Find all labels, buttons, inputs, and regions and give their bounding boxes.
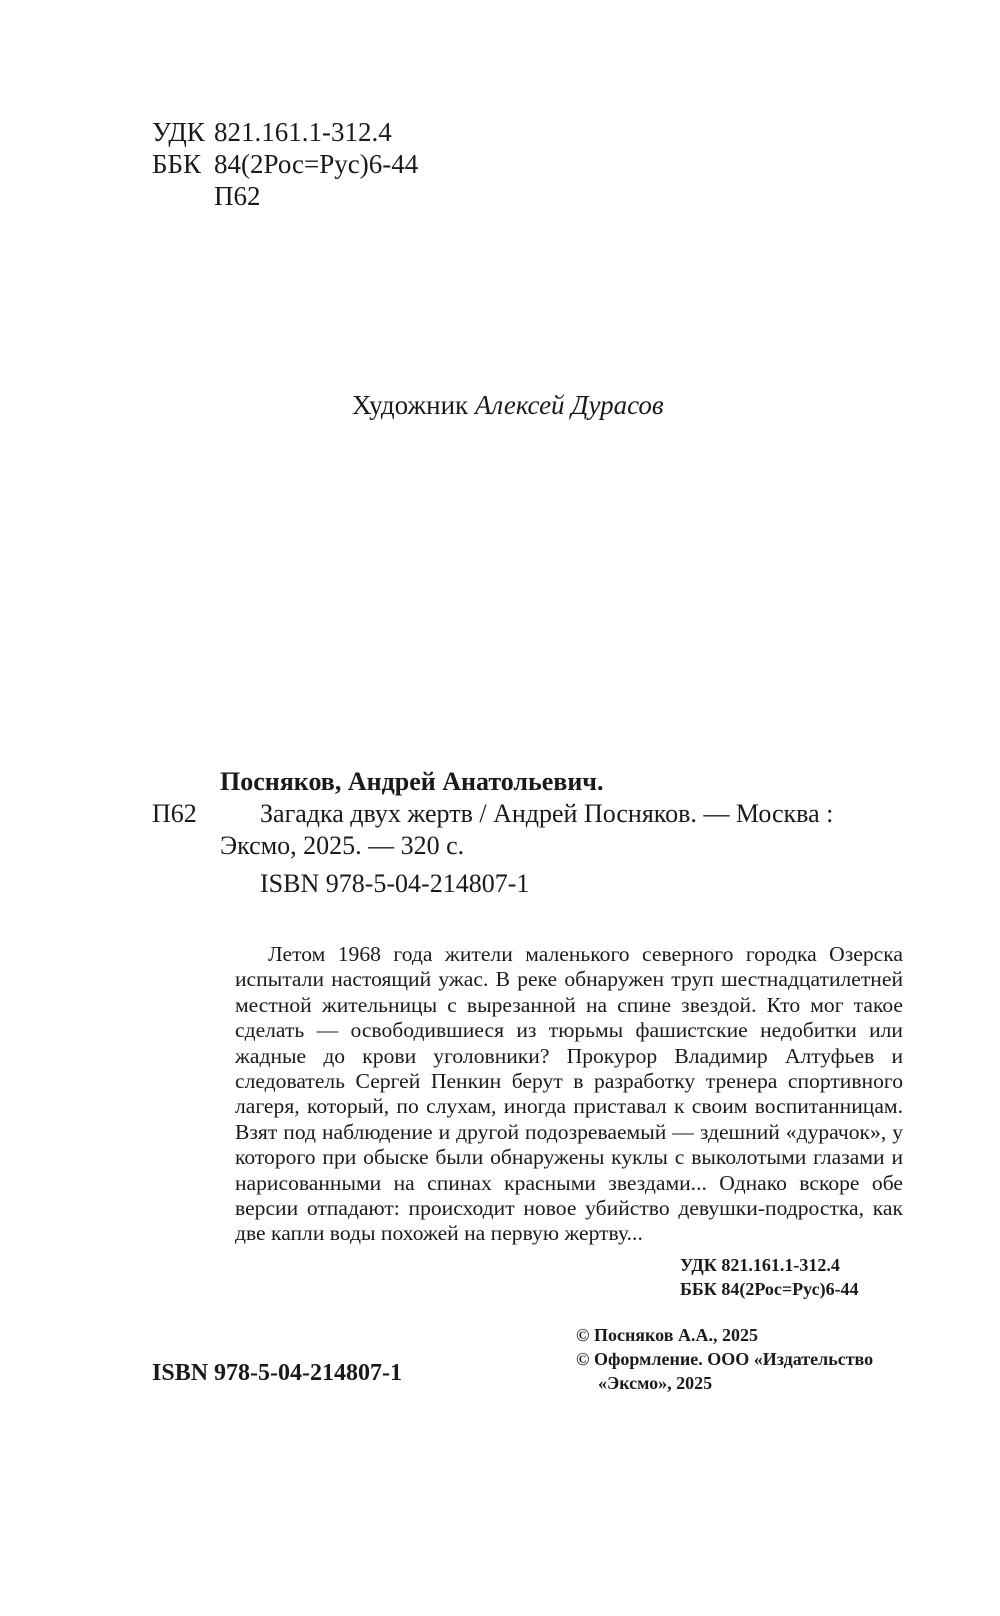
artist-prefix: Художник <box>352 390 469 420</box>
udk-line <box>152 116 392 148</box>
copyright-design: © Оформление. ООО «Издательство <box>576 1349 874 1369</box>
author-heading: Посняков, Андрей Анатольевич. <box>220 767 604 796</box>
bottom-bbk: ББК 84(2Рос=Рус)6-44 <box>680 1279 859 1299</box>
bib-title-line: Загадка двух жертв / Андрей Посняков. — Москва : <box>260 799 834 828</box>
bottom-udk: УДК 821.161.1-312.4 <box>680 1255 840 1275</box>
udk-value: 821.161.1-312.4 <box>214 117 392 147</box>
udk-label: УДК <box>152 117 205 147</box>
bib-isbn: ISBN 978-5-04-214807-1 <box>260 869 530 898</box>
artist-credit <box>352 390 664 421</box>
bbk-label: ББК <box>152 149 202 179</box>
bib-publisher-line: Эксмо, 2025. — 320 с. <box>220 831 465 860</box>
isbn-bottom: ISBN 978-5-04-214807-1 <box>152 1360 402 1386</box>
bbk-value: 84(2Рос=Рус)6-44 <box>214 149 419 179</box>
bbk-line <box>152 148 418 180</box>
author-mark-top: П62 <box>214 181 261 211</box>
copyright-publisher: «Эксмо», 2025 <box>598 1373 713 1393</box>
annotation-text: Летом 1968 года жители маленького северного городка Озерска испытали настоящий ужас. В реке обнаружен труп шестнадцатилетней местной жительницы с вырезанной на спине звездой. Кто мог такое сделать — освободившиеся из тюрьмы фашистские недобитки или жадные до крови уголовники? Прокурор Владимир Алтуфьев и следователь Сергей Пенкин берут в разработку тренера спортивного лагеря, который, по слухам, иногда приставал к своим воспитанницам. Взят под наблюдение и другой подозреваемый — здешний «дурачок», у которого при обыске были обнаружены куклы с выколотыми глазами и нарисованными на спинах красными звездами... Однако вскоре обе версии отпадают: происходит новое убийство девушки-подростка, как две капли воды похожей на первую жертву... <box>235 942 903 1246</box>
copyright-author: © Посняков А.А., 2025 <box>576 1325 758 1345</box>
artist-name: Алексей Дурасов <box>474 390 664 420</box>
bib-author-mark: П62 <box>152 799 197 828</box>
